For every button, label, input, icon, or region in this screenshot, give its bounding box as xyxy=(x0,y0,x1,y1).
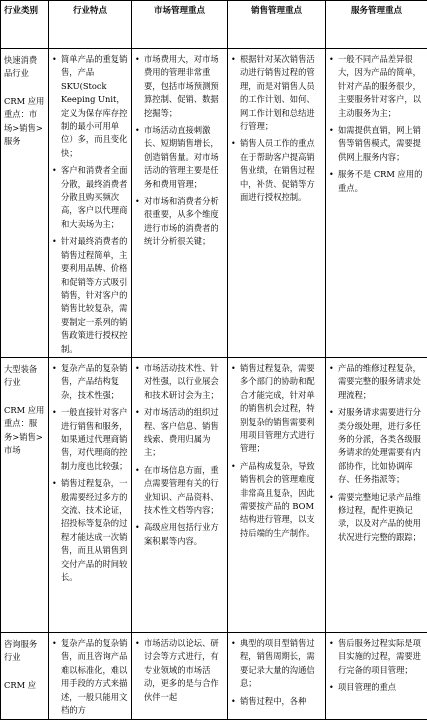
bullet-icon: • xyxy=(231,137,236,150)
list-item xyxy=(231,695,322,708)
list-item-text: 对市场和消费者分析很重要，从多个维度进行市场的消费者的统计分析很关键； xyxy=(144,196,219,246)
industry-cell xyxy=(1,49,49,358)
list-item xyxy=(52,637,128,717)
industry-name: 快速消费品行业 xyxy=(4,54,45,81)
list-item-text: 产品构成复杂，导致销售机会的管理难度非常高且复杂，因此需要按产品的 BOM 结构进行管理，以支持后端的生产制作。 xyxy=(240,461,315,538)
list-item-text: 销售过程中，各种 xyxy=(240,696,306,706)
bullet-icon: • xyxy=(52,477,57,490)
bullet-icon: • xyxy=(135,637,140,650)
crm-focus-note: CRM 应 xyxy=(4,679,45,692)
list-item xyxy=(231,53,322,133)
list-item xyxy=(329,168,424,195)
bullet-icon: • xyxy=(135,195,140,208)
list-item xyxy=(52,406,128,473)
list-item xyxy=(52,235,128,356)
list-item xyxy=(135,521,224,548)
list-item-text: 销售过程复杂，一般需要经过多方的交流、技术论证，招投标等复杂的过程才能达成一次销售，而且从销售到交付产品的时间较长。 xyxy=(61,478,127,582)
list-item-text: 市场活动技术性、针对性强，以行业展会和技术研讨会为主； xyxy=(144,363,219,400)
header-row xyxy=(1,1,427,49)
list-item-text: 简单产品的重复销售，产品 SKU(Stock Keeping Unit，定义为保存库存控制的最小可用单位）多，而且变化快； xyxy=(61,54,127,158)
bullet-icon: • xyxy=(52,235,57,248)
bullet-icon: • xyxy=(329,637,334,650)
marketing-list xyxy=(135,53,224,249)
marketing-cell xyxy=(132,632,228,719)
sales-cell xyxy=(228,49,326,358)
service-list xyxy=(329,637,424,695)
list-item-text: 对市场活动的组织过程、客户信息、销售线索、费用归属为主； xyxy=(144,407,219,457)
bullet-icon: • xyxy=(231,53,236,66)
industry-name: 咨询服务行业 xyxy=(4,638,45,665)
header-industry-features: 行业特点 xyxy=(49,1,132,49)
features-list xyxy=(52,362,128,585)
bullet-icon: • xyxy=(329,124,334,137)
list-item xyxy=(329,406,424,486)
bullet-icon: • xyxy=(329,406,334,419)
list-item-text: 一般直接针对客户进行销售和服务，如果通过代理商销售，对代理商的控制力度也比较强； xyxy=(61,407,127,471)
list-item xyxy=(135,124,224,191)
list-item xyxy=(329,681,424,694)
bullet-icon: • xyxy=(135,464,140,477)
list-item xyxy=(52,477,128,584)
crm-focus-note: CRM 应用重点：服务>销售>市场 xyxy=(4,404,45,458)
bullet-icon: • xyxy=(231,362,236,375)
list-item-text: 复杂产品的复杂销售，产品结构复杂，技术性强； xyxy=(61,363,127,400)
bullet-icon: • xyxy=(52,53,57,66)
service-cell xyxy=(326,632,427,719)
service-cell xyxy=(326,357,427,632)
list-item-text: 高级应用包括行业方案积累等内容。 xyxy=(144,522,219,545)
features-cell xyxy=(49,357,132,632)
list-item-text: 产品的维修过程复杂，需要完整的服务请求处理流程； xyxy=(338,363,421,400)
list-item xyxy=(52,53,128,160)
bullet-icon: • xyxy=(135,521,140,534)
list-item-text: 复杂产品的复杂销售，而且咨询产品难以标准化，难以用手段的方式来描述，一般只能用文档的方 xyxy=(61,638,127,715)
header-service-focus: 服务管理重点 xyxy=(326,1,427,49)
list-item xyxy=(231,637,322,691)
service-cell xyxy=(326,49,427,358)
list-item xyxy=(231,137,322,204)
bullet-icon: • xyxy=(135,406,140,419)
bullet-icon: • xyxy=(52,362,57,375)
table-row xyxy=(1,49,427,358)
industry-cell xyxy=(1,357,49,632)
header-sales-focus: 销售管理重点 xyxy=(228,1,326,49)
list-item-text: 根据针对某次销售活动进行销售过程的管理，而是对销售人员的工作计划、如何、网工作计划和总结进行管理； xyxy=(240,54,315,131)
bullet-icon: • xyxy=(329,53,334,66)
marketing-cell xyxy=(132,357,228,632)
list-item xyxy=(329,53,424,120)
marketing-list xyxy=(135,637,224,704)
features-list xyxy=(52,637,128,717)
list-item xyxy=(135,464,224,518)
list-item-text: 售后服务过程实际是项目实施的过程，需要进行完备的项目管理； xyxy=(338,638,421,675)
bullet-icon: • xyxy=(231,637,236,650)
bullet-icon: • xyxy=(52,406,57,419)
list-item xyxy=(329,637,424,677)
list-item xyxy=(135,53,224,120)
list-item-text: 典型的项目型销售过程，销售周期长，需要记录大量的沟通信息； xyxy=(240,638,315,688)
industry-name: 大型装备行业 xyxy=(4,363,45,390)
features-list xyxy=(52,53,128,356)
sales-list xyxy=(231,362,322,540)
features-cell xyxy=(49,49,132,358)
bullet-icon: • xyxy=(329,491,334,504)
sales-list xyxy=(231,637,322,708)
industry-cell xyxy=(1,632,49,719)
crm-focus-note: CRM 应用重点：市场>销售>服务 xyxy=(4,95,45,149)
list-item xyxy=(135,637,224,704)
list-item xyxy=(329,491,424,545)
list-item xyxy=(329,124,424,164)
list-item-text: 项目管理的重点 xyxy=(338,682,396,692)
list-item xyxy=(135,362,224,402)
service-list xyxy=(329,53,424,195)
header-industry-type: 行业类别 xyxy=(1,1,49,49)
sales-cell xyxy=(228,632,326,719)
bullet-icon: • xyxy=(52,637,57,650)
list-item xyxy=(231,460,322,540)
list-item-text: 客户和消费者全面分散，最终消费者分散且购买频次高，客户以代理商和大卖场为主； xyxy=(61,165,127,229)
table-row xyxy=(1,632,427,719)
list-item xyxy=(329,362,424,402)
list-item-text: 在市场信息方面，重点需要管理有关的行业知识、产品资料、技术性文档等内容； xyxy=(144,465,219,515)
bullet-icon: • xyxy=(135,124,140,137)
list-item-text: 销售过程复杂，需要多个部门的协助和配合才能完成，针对单的销售机会过程，特别复杂的销售需要利用项目管理方式进行管理； xyxy=(240,363,315,453)
list-item-text: 针对最终消费者的销售过程简单，主要利用品牌、价格和促销等方式吸引销售，针对客户的销售比较复杂，需要制定一系列的销售政策进行授权控制。 xyxy=(61,236,127,353)
bullet-icon: • xyxy=(52,164,57,177)
list-item-text: 一般不同产品差异很大，因为产品的简单，针对产品的服务很少，主要服务针对客户，以主动服务为主； xyxy=(338,54,421,118)
bullet-icon: • xyxy=(135,362,140,375)
list-item xyxy=(231,362,322,456)
list-item xyxy=(135,406,224,460)
list-item-text: 市场活动以论坛、研讨会等方式进行，有专业领域的市场活动，更多的是与合作伙伴一起 xyxy=(144,638,219,702)
list-item-text: 如需提供直销，网上销售等销售模式，需要提供网上服务内容； xyxy=(338,125,421,162)
list-item-text: 销售人员工作的重点在于帮助客户提高销售业绩，在销售过程中，补货、促销等方面进行授权控制。 xyxy=(240,138,315,202)
bullet-icon: • xyxy=(135,53,140,66)
bullet-icon: • xyxy=(329,168,334,181)
table-row xyxy=(1,357,427,632)
list-item-text: 需要完整地记录产品维修过程，配件更换记录，以及对产品的使用状况进行完整的跟踪； xyxy=(338,492,421,542)
bullet-icon: • xyxy=(329,362,334,375)
bullet-icon: • xyxy=(231,460,236,473)
list-item xyxy=(135,195,224,249)
marketing-cell xyxy=(132,49,228,358)
list-item-text: 市场费用大，对市场费用的管理非常重要，包括市场预测预算控制、促销、数据挖掘等； xyxy=(144,54,219,118)
service-list xyxy=(329,362,424,544)
list-item-text: 市场活动直接刺激长、短期销售增长，创造销售量。对市场活动的管理主要是任务和费用管理； xyxy=(144,125,219,189)
list-item xyxy=(52,164,128,231)
list-item xyxy=(52,362,128,402)
marketing-list xyxy=(135,362,224,548)
header-marketing-focus: 市场管理重点 xyxy=(132,1,228,49)
list-item-text: 对服务请求需要进行分类分级处理，进行多任务的分派，各类各级服务请求的处理需要有内部协作，比如协调库存、任务指派等； xyxy=(338,407,421,484)
list-item-text: 服务不是 CRM 应用的重点。 xyxy=(338,169,422,192)
features-cell xyxy=(49,632,132,719)
sales-cell xyxy=(228,357,326,632)
bullet-icon: • xyxy=(329,681,334,694)
sales-list xyxy=(231,53,322,204)
bullet-icon: • xyxy=(231,695,236,708)
